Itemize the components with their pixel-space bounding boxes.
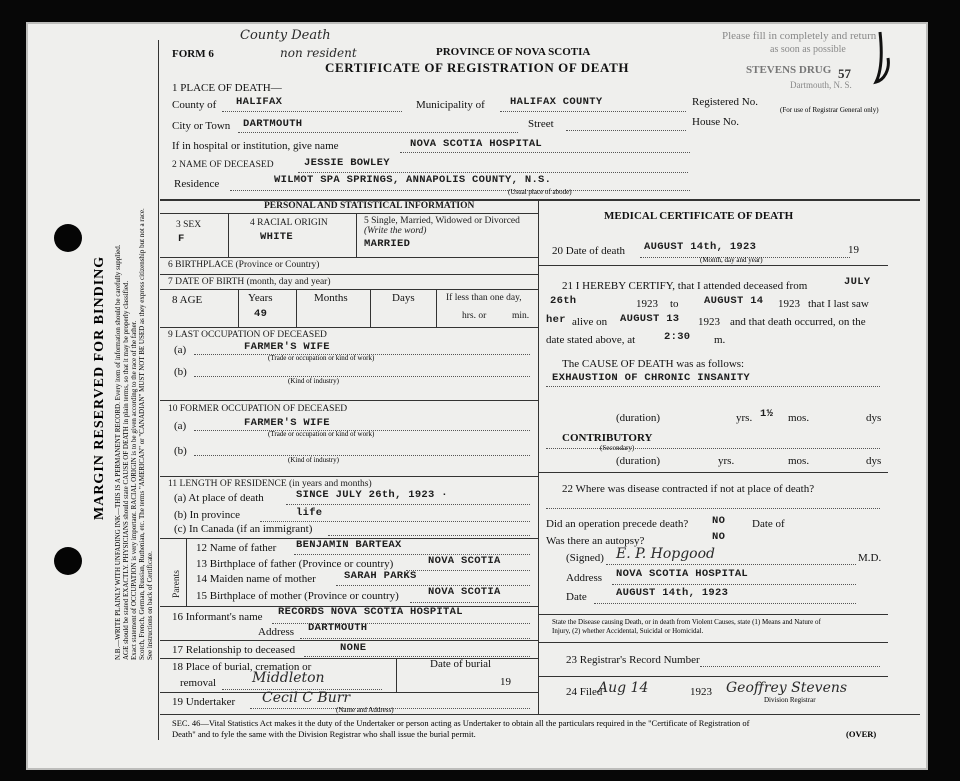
death-date-value: AUGUST 14th, 1923 bbox=[644, 241, 757, 253]
secondary-note: (Secondary) bbox=[600, 444, 635, 452]
last-saw-text: that I last saw bbox=[808, 298, 869, 310]
father-label: 12 Name of father bbox=[196, 542, 277, 554]
hospital-value: NOVA SCOTIA HOSPITAL bbox=[410, 138, 543, 150]
physician-signature: E. P. Hopgood bbox=[616, 546, 715, 562]
filed-year: 1923 bbox=[690, 686, 712, 698]
cause-label: The CAUSE OF DEATH was as follows: bbox=[562, 358, 745, 370]
alive-date-value: AUGUST 13 bbox=[620, 313, 680, 325]
contrib-mos-label: mos. bbox=[788, 455, 810, 467]
informant-address-label: Address bbox=[258, 626, 295, 638]
marital-label bbox=[364, 216, 532, 236]
duration-mos-label: mos. bbox=[788, 412, 810, 424]
death-date-label: 20 Date of death bbox=[552, 245, 625, 257]
to-word: to bbox=[670, 298, 679, 310]
city-label: City or Town bbox=[172, 120, 231, 132]
street-label: Street bbox=[528, 118, 554, 130]
in-province-value: life bbox=[296, 507, 323, 519]
last-occupation-value: FARMER'S WIFE bbox=[244, 341, 330, 353]
registrar-record-label: 23 Registrar's Record Number bbox=[566, 654, 700, 666]
ink-scrawl-icon bbox=[870, 30, 900, 90]
sex-label: 3 SEX bbox=[176, 220, 202, 230]
dob-label: 7 DATE OF BIRTH (month, day and year) bbox=[168, 277, 331, 287]
physician-date-label: Date bbox=[566, 591, 587, 603]
years-label: Years bbox=[248, 292, 273, 304]
informant-label: 16 Informant's name bbox=[172, 611, 263, 623]
burial-date-label: Date of burial bbox=[430, 658, 492, 670]
in-province-label: (b) In province bbox=[174, 509, 240, 521]
binding-hole bbox=[54, 224, 82, 252]
at-place-label: (a) At place of death bbox=[174, 492, 264, 504]
at-place-value: SINCE JULY 26th, 1923 · bbox=[296, 489, 448, 501]
attended-from-day: 26th bbox=[550, 295, 577, 307]
operation-value: NO bbox=[712, 515, 726, 527]
min-label: min. bbox=[512, 311, 530, 321]
attended-to-date: AUGUST 14 bbox=[704, 295, 764, 307]
in-canada-label: (c) In Canada (if an immigrant) bbox=[174, 523, 313, 535]
contrib-yrs-label: yrs. bbox=[718, 455, 735, 467]
undertaker-label: 19 Undertaker bbox=[172, 696, 236, 708]
stamp-line: STEVENS DRUG bbox=[746, 64, 832, 76]
undertaker-value: Cecil C Burr bbox=[262, 690, 351, 706]
residence-length-heading: 11 LENGTH OF RESIDENCE (in years and months) bbox=[168, 479, 372, 489]
binding-hole bbox=[54, 547, 82, 575]
death-time-value: 2:30 bbox=[664, 331, 691, 343]
hrs-label: hrs. or bbox=[462, 311, 487, 321]
province-heading: PROVINCE OF NOVA SCOTIA bbox=[436, 46, 591, 58]
operation-label: Did an operation precede death? bbox=[546, 518, 689, 530]
former-b-label: (b) bbox=[174, 445, 187, 457]
relationship-value: NONE bbox=[340, 642, 367, 654]
registrar-signature: Geoffrey Stevens bbox=[726, 680, 848, 696]
burial-label: 18 Place of burial, cremation or bbox=[172, 661, 312, 673]
autopsy-label: Was there an autopsy? bbox=[546, 535, 645, 547]
md-label: M.D. bbox=[858, 552, 882, 564]
date-stated-text: date stated above, at bbox=[546, 334, 636, 346]
municipality-value: HALIFAX COUNTY bbox=[510, 96, 603, 108]
stamp-number: 57 bbox=[838, 66, 851, 81]
last-occupation-heading: 9 LAST OCCUPATION OF DECEASED bbox=[168, 330, 327, 340]
death-date-note: (Month, day and year) bbox=[700, 256, 763, 264]
medical-heading: MEDICAL CERTIFICATE OF DEATH bbox=[604, 210, 794, 222]
stamp-line: Please fill in completely and return bbox=[722, 30, 877, 42]
attended-from-month: JULY bbox=[844, 276, 871, 288]
her-word: her bbox=[546, 314, 566, 326]
division-registrar-note: Division Registrar bbox=[764, 696, 816, 704]
city-value: DARTMOUTH bbox=[243, 118, 303, 130]
autopsy-value: NO bbox=[712, 531, 726, 543]
residence-note: (Usual place of abode) bbox=[508, 188, 572, 196]
duration-yrs-label: yrs. bbox=[736, 412, 753, 424]
former-trade-note: (Trade or occupation or kind of work) bbox=[268, 430, 375, 438]
marital-note: (Write the word) bbox=[364, 226, 427, 236]
margin-rule bbox=[158, 40, 159, 740]
handwritten-county-death: County Death bbox=[240, 28, 331, 43]
violent-note: Injury, (2) whether Accidental, Suicidal or Homicidal. bbox=[552, 627, 704, 635]
race-value: WHITE bbox=[260, 231, 294, 243]
footer-line: Death" and to fyle the same with the Division Registrar who shall issue the burial permit. bbox=[172, 729, 476, 739]
burial-year-prefix: 19 bbox=[500, 676, 511, 688]
operation-date-label: Date of bbox=[752, 518, 785, 530]
occ-b-label: (b) bbox=[174, 366, 187, 378]
handwritten-non-resident: non resident bbox=[280, 46, 357, 60]
years-value: 49 bbox=[254, 308, 268, 320]
duration-dys-label: dys bbox=[866, 412, 882, 424]
physician-address-label: Address bbox=[566, 572, 603, 584]
place-heading: 1 PLACE OF DEATH— bbox=[172, 82, 282, 94]
former-industry-note: (Kind of industry) bbox=[288, 456, 339, 464]
undertaker-note: (Name and Address) bbox=[336, 706, 394, 714]
hospital-label: If in hospital or institution, give name bbox=[172, 140, 339, 152]
year-a: 1923 bbox=[636, 298, 658, 310]
time-m: m. bbox=[714, 334, 726, 346]
months-label: Months bbox=[314, 292, 348, 304]
municipality-label: Municipality of bbox=[416, 99, 485, 111]
marital-label-text: 5 Single, Married, Widowed or Divorced bbox=[364, 216, 520, 226]
mother-value: SARAH PARKS bbox=[344, 570, 417, 582]
margin-note: Scotch, French, German, Russian, Ruthenian, etc. The terms "AMERICAN" or "CANADIAN" MUST NOT BE USED as they express citizenship but not a race. bbox=[138, 208, 146, 660]
informant-value: RECORDS NOVA SCOTIA HOSPITAL bbox=[278, 606, 463, 618]
former-occupation-value: FARMER'S WIFE bbox=[244, 417, 330, 429]
margin-note: AGE should be stated EXACTLY. PHYSICIANS should state CAUSE OF DEATH in plain terms, so that it may be properly classified. bbox=[122, 280, 130, 660]
margin-note: See instructions on back of Certificate. bbox=[146, 551, 154, 660]
father-birthplace-value: NOVA SCOTIA bbox=[428, 555, 501, 567]
physician-date-value: AUGUST 14th, 1923 bbox=[616, 587, 729, 599]
margin-note: N.B.—WRITE PLAINLY WITH UNFADING INK—THIS IS A PERMANENT RECORD. Every item of information should be carefully supplied. bbox=[114, 244, 122, 660]
former-occupation-heading: 10 FORMER OCCUPATION OF DECEASED bbox=[168, 404, 348, 414]
contributory-label: CONTRIBUTORY bbox=[562, 432, 653, 444]
cause-value: EXHAUSTION OF CHRONIC INSANITY bbox=[552, 372, 751, 384]
burial-place-value: Middleton bbox=[252, 670, 325, 686]
certify-text: 21 I HEREBY CERTIFY, that I attended deceased from bbox=[562, 280, 808, 292]
registrar-note: (For use of Registrar General only) bbox=[780, 106, 879, 114]
birthplace-label: 6 BIRTHPLACE (Province or Country) bbox=[168, 260, 320, 270]
father-birthplace-label: 13 Birthplace of father (Province or country) bbox=[196, 558, 394, 570]
form-number: FORM 6 bbox=[172, 48, 214, 60]
footer-over: (OVER) bbox=[846, 729, 877, 739]
informant-address-value: DARTMOUTH bbox=[308, 622, 368, 634]
house-label: House No. bbox=[692, 116, 740, 128]
mother-birthplace-label: 15 Birthplace of mother (Province or country) bbox=[196, 590, 399, 602]
industry-note: (Kind of industry) bbox=[288, 377, 339, 385]
personal-heading: PERSONAL AND STATISTICAL INFORMATION bbox=[264, 201, 475, 211]
trade-note: (Trade or occupation or kind of work) bbox=[268, 354, 375, 362]
relationship-label: 17 Relationship to deceased bbox=[172, 644, 296, 656]
physician-address-value: NOVA SCOTIA HOSPITAL bbox=[616, 568, 749, 580]
filed-date: Aug 14 bbox=[598, 680, 649, 696]
filed-label: 24 Filed bbox=[566, 686, 603, 698]
year-b: 1923 bbox=[778, 298, 800, 310]
margin-note: Exact statement of OCCUPATION is very important. RACIAL ORIGIN is to be given according to the race of the father. bbox=[130, 320, 138, 660]
year-c: 1923 bbox=[698, 316, 720, 328]
stamp-line: Dartmouth, N. S. bbox=[790, 80, 852, 90]
duration-years-value: 1½ bbox=[760, 408, 774, 420]
contrib-duration-label: (duration) bbox=[616, 455, 660, 467]
contrib-dys-label: dys bbox=[866, 455, 882, 467]
q22-label: 22 Where was disease contracted if not at place of death? bbox=[562, 483, 815, 495]
duration-label: (duration) bbox=[616, 412, 660, 424]
burial-removal-label: removal bbox=[180, 677, 217, 689]
death-occurred-text: and that death occurred, on the bbox=[730, 316, 866, 328]
residence-value: WILMOT SPA SPRINGS, ANNAPOLIS COUNTY, N.S. bbox=[274, 174, 552, 186]
signed-label: (Signed) bbox=[566, 552, 604, 564]
county-value: HALIFAX bbox=[236, 96, 283, 108]
marital-value: MARRIED bbox=[364, 238, 411, 250]
mother-label: 14 Maiden name of mother bbox=[196, 573, 316, 585]
margin-reserved-label: MARGIN RESERVED FOR BINDING bbox=[92, 255, 107, 520]
stamp-line: as soon as possible bbox=[770, 44, 846, 55]
occ-a-label: (a) bbox=[174, 344, 187, 356]
former-a-label: (a) bbox=[174, 420, 187, 432]
footer-line: SEC. 46—Vital Statistics Act makes it the duty of the Undertaker or person acting as Undertaker to obtain all the particulars required in the "Certificate of Registration of bbox=[172, 718, 750, 728]
death-date-year: 19 bbox=[848, 244, 859, 256]
days-label: Days bbox=[392, 292, 415, 304]
deceased-name: JESSIE BOWLEY bbox=[304, 157, 390, 169]
sex-value: F bbox=[178, 233, 185, 245]
residence-label: Residence bbox=[174, 178, 220, 190]
certificate-title: CERTIFICATE OF REGISTRATION OF DEATH bbox=[325, 60, 630, 75]
county-label: County of bbox=[172, 99, 217, 111]
alive-on-text: alive on bbox=[572, 316, 608, 328]
parents-side-label: Parents bbox=[172, 570, 182, 598]
violent-note: State the Disease causing Death, or in death from Violent Causes, state (1) Means and Nature of bbox=[552, 618, 821, 626]
margin-notes bbox=[114, 40, 154, 660]
mother-birthplace-value: NOVA SCOTIA bbox=[428, 586, 501, 598]
age-label: 8 AGE bbox=[172, 294, 203, 306]
race-label: 4 RACIAL ORIGIN bbox=[250, 218, 328, 228]
father-value: BENJAMIN BARTEAX bbox=[296, 539, 402, 551]
less-day-label: If less than one day, bbox=[446, 293, 522, 303]
registered-label: Registered No. bbox=[692, 96, 758, 108]
name-label: 2 NAME OF DECEASED bbox=[172, 160, 274, 170]
